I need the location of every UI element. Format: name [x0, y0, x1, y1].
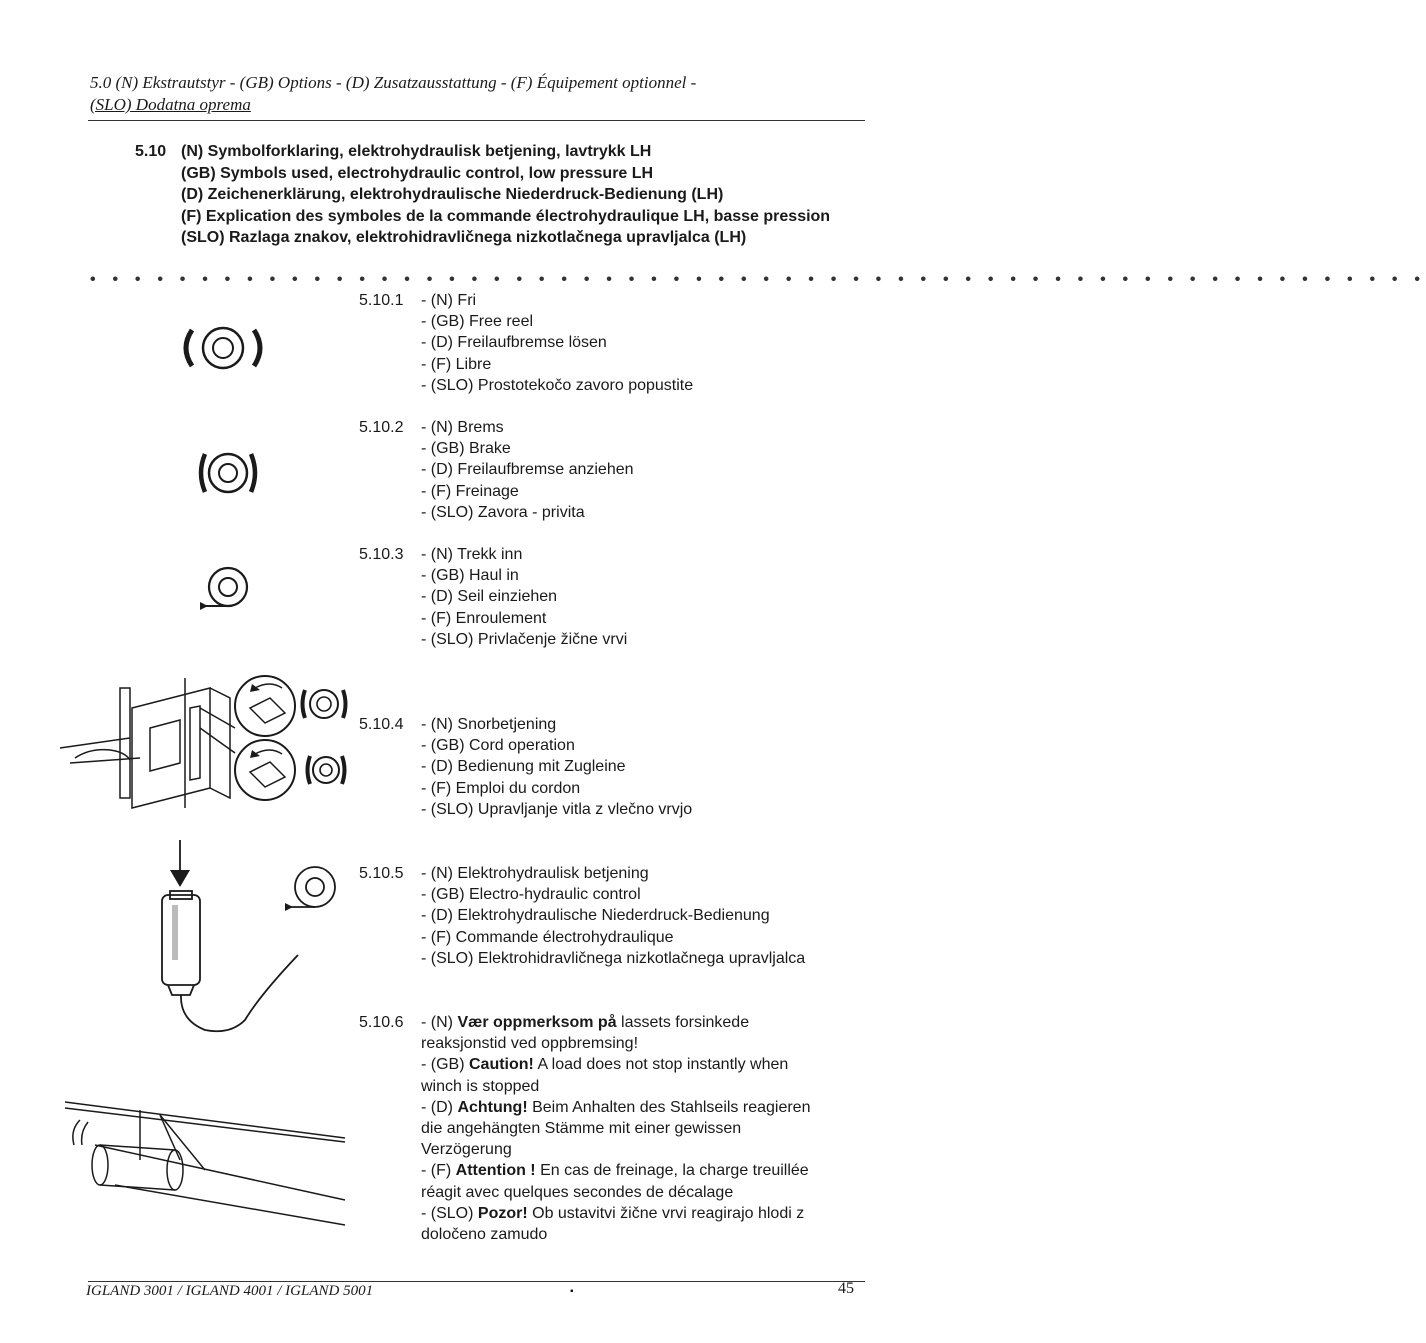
- item-line: - (N) Elektrohydraulisk betjening: [421, 865, 649, 882]
- item-line: - (GB) Brake: [421, 440, 511, 458]
- item-number: 5.10.6: [359, 1014, 404, 1031]
- footer-models: IGLAND 3001 / IGLAND 4001 / IGLAND 5001: [86, 1283, 374, 1299]
- item-line: - (F) Libre: [421, 355, 492, 373]
- item-line: - (D) Elektrohydraulische Niederdruck-Bedienung: [421, 907, 770, 925]
- item-line: reaksjonstid ved oppbremsing!: [421, 1035, 639, 1053]
- item-line: Verzögerung: [421, 1141, 512, 1159]
- section-title-n: (N) Symbolforklaring, elektrohydraulisk betjening, lavtrykk LH: [181, 143, 652, 160]
- footer-rule: [88, 1281, 865, 1282]
- item-line: - (N) Brems: [421, 419, 504, 436]
- free-reel-icon: [178, 322, 268, 374]
- item-line: - (GB) Cord operation: [421, 737, 575, 755]
- section-title-d: (D) Zeichenerklärung, elektrohydraulische Niederdruck-Bedienung (LH): [181, 186, 724, 203]
- item-line: - (F) Freinage: [421, 482, 519, 500]
- item-number: 5.10.1: [359, 292, 404, 309]
- item-line: - (N) Vær oppmerksom på lassets forsinkede: [421, 1014, 750, 1031]
- header-line-1: 5.0 (N) Ekstrautstyr - (GB) Options - (D) Zusatzausstattung - (F) Équipement optionnel -: [90, 73, 697, 92]
- item-number: 5.10.3: [359, 546, 404, 563]
- item-line: določeno zamudo: [421, 1226, 548, 1244]
- item-line: - (SLO) Zavora - privita: [421, 503, 585, 521]
- item-line: - (D) Freilaufbremse anziehen: [421, 461, 634, 479]
- section-title-slo: (SLO) Razlaga znakov, elektrohidravličnega nizkotlačnega upravljalca (LH): [181, 229, 747, 246]
- item-line: - (GB) Caution! A load does not stop instantly when: [421, 1056, 789, 1074]
- item-line: - (F) Enroulement: [421, 609, 547, 627]
- section-title-f: (F) Explication des symboles de la commande électrohydraulique LH, basse pression: [181, 207, 831, 225]
- header-rule: [88, 120, 865, 121]
- item-line: die angehängten Stämme mit einer gewissen: [421, 1120, 742, 1138]
- item-number: 5.10.5: [359, 865, 404, 882]
- section-title-gb: (GB) Symbols used, electrohydraulic control, low pressure LH: [181, 164, 654, 182]
- item-line: - (GB) Electro-hydraulic control: [421, 886, 641, 904]
- delayed-load-illustration: [60, 1090, 350, 1230]
- page-header: [90, 72, 850, 116]
- item-line: - (F) Commande électrohydraulique: [421, 928, 674, 946]
- item-number: 5.10.2: [359, 419, 404, 436]
- footer-mark: ▪: [570, 1286, 574, 1297]
- item-line: - (D) Freilaufbremse lösen: [421, 334, 607, 352]
- item-line: - (D) Seil einziehen: [421, 588, 558, 606]
- item-line: - (GB) Free reel: [421, 313, 534, 331]
- item-line: - (SLO) Privlačenje žične vrvi: [421, 630, 628, 648]
- item-line: - (SLO) Upravljanje vitla z vlečno vrvjo: [421, 800, 693, 818]
- item-line: - (SLO) Prostotekočo zavoro popustite: [421, 376, 694, 394]
- item-line: - (D) Bedienung mit Zugleine: [421, 758, 626, 776]
- dotted-divider: • • • • • • • • • • • • • • • • • • • • • • • • • • • • • • • • • • • • • • • • • • • • • • • • • • • • • • • • • • • •: [90, 271, 1426, 288]
- item-line: - (F) Attention ! En cas de freinage, la charge treuillée: [421, 1162, 809, 1180]
- brake-icon: [196, 448, 260, 498]
- section-titles: [181, 141, 851, 249]
- item-number: 5.10.4: [359, 716, 404, 733]
- item-line: - (N) Snorbetjening: [421, 716, 557, 733]
- cord-operation-illustration: [60, 668, 360, 828]
- item-line: - (F) Emploi du cordon: [421, 779, 581, 797]
- item-line: - (N) Trekk inn: [421, 546, 523, 563]
- item-line: - (N) Fri: [421, 292, 477, 309]
- item-line: - (GB) Haul in: [421, 567, 519, 585]
- item-line: - (D) Achtung! Beim Anhalten des Stahlseils reagieren: [421, 1098, 811, 1116]
- item-line: winch is stopped: [421, 1077, 540, 1095]
- header-line-2: (SLO) Dodatna oprema: [90, 95, 251, 114]
- item-line: - (SLO) Pozor! Ob ustavitvi žične vrvi reagirajo hlodi z: [421, 1204, 805, 1222]
- haul-in-icon: [198, 565, 258, 617]
- electro-hydraulic-control-illustration: [150, 835, 350, 1045]
- item-line: réagit avec quelques secondes de décalage: [421, 1183, 734, 1201]
- section-number: 5.10: [135, 143, 167, 160]
- item-line: - (SLO) Elektrohidravličnega nizkotlačnega upravljalca: [421, 949, 806, 967]
- page-number: 45: [838, 1280, 854, 1297]
